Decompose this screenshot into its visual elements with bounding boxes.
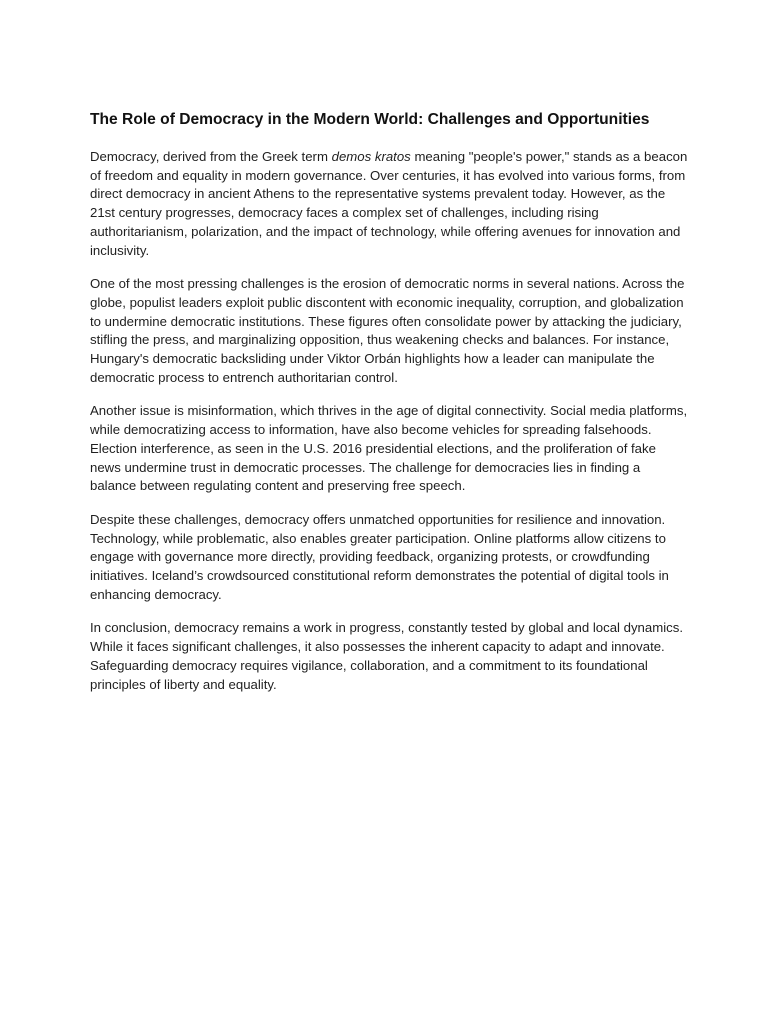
paragraph-intro-after: meaning "people's power," stands as a beacon of freedom and equality in modern governance. Over centuries, it has evolved into various forms, from direct democracy in ancient Athens to the representative systems prevalent today. However, as the 21st century progresses, democracy faces a complex set of challenges, including rising authoritarianism, polarization, and the impact of technology, while offering avenues for innovation and inclusivity. [90,149,688,258]
paragraph-erosion: One of the most pressing challenges is the erosion of democratic norms in several nations. Across the globe, populist leaders exploit public discontent with economic inequality, corruption, and globalization to undermine democratic institutions. These figures often consolidate power by attacking the judiciary, stifling the press, and marginalizing opposition, thus weakening checks and balances. For instance, Hungary's democratic backsliding under Viktor Orbán highlights how a leader can manipulate the democratic process to entrench authoritarian control. [90,276,685,385]
document-body [90,108,690,709]
paragraph-opportunities: Despite these challenges, democracy offers unmatched opportunities for resilience and innovation. Technology, while problematic, also enables greater participation. Online platforms allow citizens to engage with governance more directly, providing feedback, organizing protests, or crowdfunding initiatives. Iceland’s crowdsourced constitutional reform demonstrates the potential of digital tools in enhancing democracy. [90,511,669,602]
document-title: The Role of Democracy in the Modern World: Challenges and Opportunities [90,111,650,128]
paragraph-intro-before: Democracy, derived from the Greek term [90,149,332,164]
paragraph-conclusion: In conclusion, democracy remains a work in progress, constantly tested by global and local dynamics. While it faces significant challenges, it also possesses the inherent capacity to adapt and innovate. Safeguarding democracy requires vigilance, collaboration, and a commitment to its foundational principles of liberty and equality. [90,620,683,692]
paragraph-misinformation: Another issue is misinformation, which thrives in the age of digital connectivity. Social media platforms, while democratizing access to information, have also become vehicles for spreading falsehoods. Election interference, as seen in the U.S. 2016 presidential elections, and the proliferation of fake news undermine trust in democratic processes. The challenge for democracies lies in finding a balance between regulating content and preserving free speech. [90,403,688,494]
paragraph-intro [90,148,690,260]
paragraph-intro-emphasis: demos kratos [331,149,411,164]
